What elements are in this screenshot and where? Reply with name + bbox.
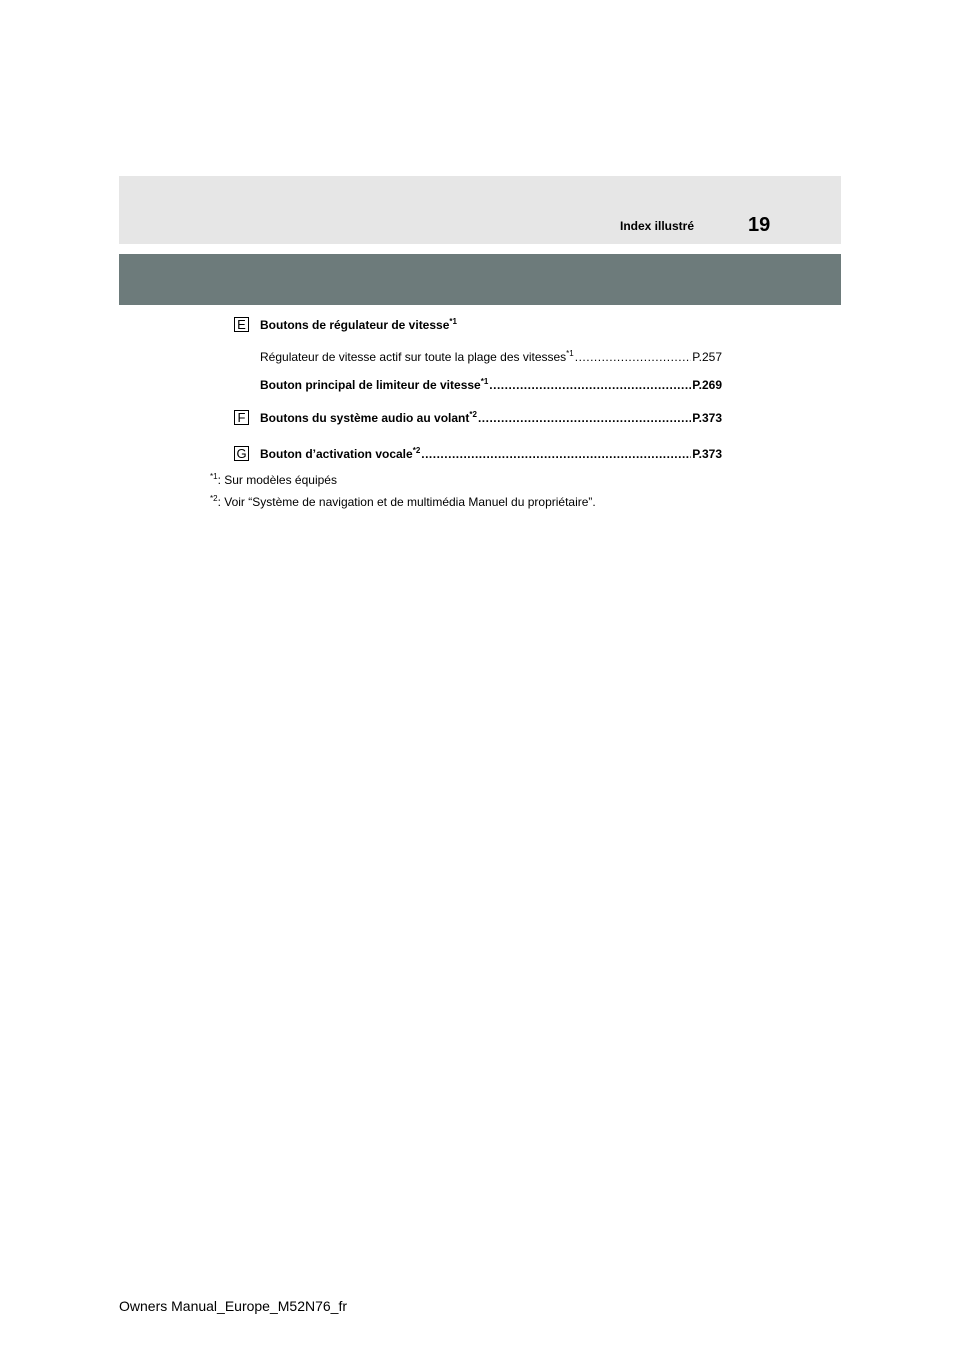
subentry-label: Régulateur de vitesse actif sur toute la plage des vitesses [260, 350, 567, 364]
section-banner [119, 254, 841, 305]
subentry-label: Bouton principal de limiteur de vitesse [260, 378, 481, 392]
entry-marker-e: E [234, 317, 249, 332]
entry-label-f: Boutons du système audio au volant [260, 411, 470, 425]
footnote-ref: *2 [412, 446, 421, 455]
footnote-1 [210, 473, 337, 487]
entry-label-e: Boutons de régulateur de vitesse$^{*1}$ [260, 317, 457, 332]
subentry-active-cruise-control[interactable] [260, 350, 722, 364]
footnote-2 [210, 495, 596, 509]
leader-dots [478, 411, 691, 425]
entry-label-g: Bouton d’activation vocale [260, 447, 413, 461]
footnote-ref: *1 [449, 317, 457, 326]
header-band [119, 176, 841, 244]
footnote-text: : Sur modèles équipés [217, 473, 337, 487]
footnote-mark: *1 [210, 472, 218, 481]
footnote-ref: *1 [566, 349, 574, 358]
footnote-ref: *2 [469, 410, 477, 419]
index-entry-g[interactable] [260, 447, 722, 461]
leader-dots [489, 378, 691, 392]
section-title: Index illustré [620, 219, 695, 233]
footer-document-id: Owners Manual_Europe_M52N76_fr [119, 1298, 348, 1314]
entry-marker-f: F [234, 410, 249, 425]
leader-dots [575, 350, 691, 364]
leader-dots [421, 447, 691, 461]
index-entry-e [0, 313, 960, 333]
subentry-speed-limiter-button[interactable] [260, 378, 722, 392]
entry-marker-g: G [234, 446, 249, 461]
index-entry-f[interactable] [260, 411, 722, 425]
page-reference[interactable]: P.257 [692, 350, 722, 364]
footnote-mark: *2 [210, 494, 218, 503]
footnote-ref: *1 [480, 377, 489, 386]
page-reference[interactable]: P.373 [692, 411, 722, 425]
footnote-text: : Voir “Système de navigation et de multimédia Manuel du propriétaire”. [217, 495, 596, 509]
page-number: 19 [748, 214, 771, 236]
page-reference[interactable]: P.373 [692, 447, 722, 461]
page-reference[interactable]: P.269 [692, 378, 722, 392]
